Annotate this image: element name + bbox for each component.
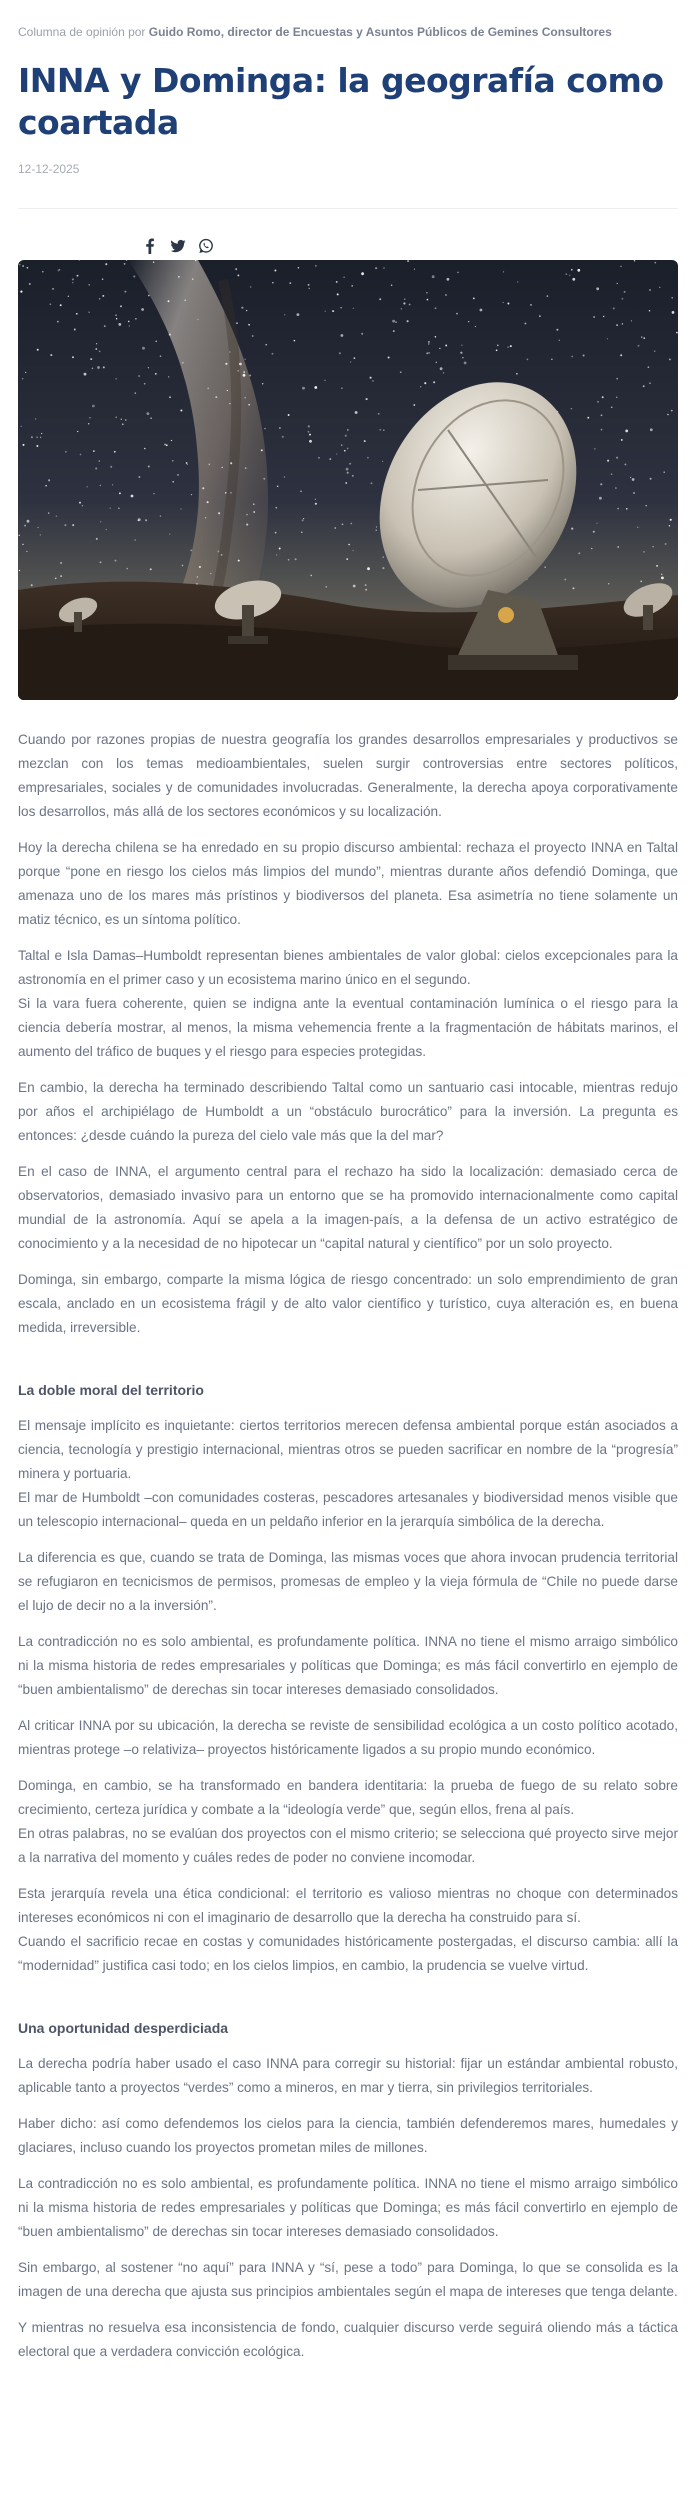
byline bbox=[18, 24, 678, 40]
article-paragraph: Dominga, en cambio, se ha transformado en bandera identitaria: la prueba de fuego de su relato sobre crecimiento, certeza jurídica y combate a la “ideología verde” que, según ellos, frena al país. En otras palabras, no se evalúan dos proyectos con el mismo criterio; se selecciona qué proyecto sirve mejor a la narrativa del momento y cuáles redes de poder no conviene incomodar. bbox=[18, 1778, 678, 1865]
publish-date: 12-12-2025 bbox=[18, 162, 80, 176]
byline-author[interactable]: Guido Romo, director de Encuestas y Asuntos Públicos de Gemines Consultores bbox=[148, 25, 612, 39]
byline-prefix: Columna de opinión por bbox=[18, 25, 146, 39]
observatory-night-sky-image bbox=[18, 260, 678, 700]
header-divider bbox=[18, 208, 678, 209]
twitter-icon[interactable] bbox=[170, 238, 186, 254]
article-paragraph: El mensaje implícito es inquietante: ciertos territorios merecen defensa ambiental porque están asociados a ciencia, tecnología y prestigio internacional, mientras otros se pueden sacrificar en nombre de la “progresía” minera y portuaria. El mar de Humboldt –con comunidades costeras, pescadores artesanales y biodiversidad menos visible que un telescopio internacional– queda en un peldaño inferior en la jerarquía simbólica de la derecha. bbox=[18, 1418, 678, 1529]
section-heading: Una oportunidad desperdiciada bbox=[18, 2020, 229, 2036]
article-paragraph: En el caso de INNA, el argumento central para el rechazo ha sido la localización: demasiado cerca de observatorios, demasiado invasivo para un entorno que se ha promovido internacionalmente como capital mundial de la astronomía. Aquí se apela a la imagen-país, a la defensa de un activo estratégico de conocimiento y a la necesidad de no hipotecar un “capital natural y científico” por un solo proyecto. bbox=[18, 1164, 678, 1251]
facebook-icon[interactable] bbox=[142, 238, 158, 254]
article-paragraph: Hoy la derecha chilena se ha enredado en su propio discurso ambiental: rechaza el proyecto INNA en Taltal porque “pone en riesgo los cielos más limpios del mundo”, mientras durante años defendió Dominga, que amenaza uno de los mares más prístinos y biodiversos del planeta. Esa asimetría no tiene solamente un matiz técnico, es un síntoma político. bbox=[18, 840, 678, 927]
article-title: INNA y Dominga: la geografía como coartada bbox=[18, 61, 664, 142]
article-paragraph: Sin embargo, al sostener “no aquí” para INNA y “sí, pese a todo” para Dominga, lo que se consolida es la imagen de una derecha que ajusta sus principios ambientales según el mapa de intereses que tenga delante. bbox=[18, 2260, 678, 2299]
article-paragraph: La derecha podría haber usado el caso INNA para corregir su historial: fijar un estándar ambiental robusto, aplicable tanto a proyectos “verdes” como a mineros, en mar y tierra, sin privilegios territoriales. bbox=[18, 2056, 678, 2095]
article-paragraph: Esta jerarquía revela una ética condicional: el territorio es valioso mientras no choque con determinados intereses económicos ni con el imaginario de desarrollo que la derecha ha construido para sí. Cuando el sacrificio recae en costas y comunidades históricamente postergadas, el discurso cambia: allí la “modernidad” justifica casi todo; en los cielos limpios, en cambio, la prudencia se vuelve virtud. bbox=[18, 1886, 678, 1973]
article-paragraph: Haber dicho: así como defendemos los cielos para la ciencia, también defenderemos mares, humedales y glaciares, incluso cuando los proyectos prometan miles de millones. bbox=[18, 2116, 678, 2155]
article-paragraph: Y mientras no resuelva esa inconsistencia de fondo, cualquier discurso verde seguirá oliendo más a táctica electoral que a verdadera convicción ecológica. bbox=[18, 2320, 678, 2359]
article-paragraph: Al criticar INNA por su ubicación, la derecha se reviste de sensibilidad ecológica a un costo político acotado, mientras protege –o relativiza– proyectos históricamente ligados a su propio mundo económico. bbox=[18, 1718, 678, 1757]
article-paragraph: Taltal e Isla Damas–Humboldt representan bienes ambientales de valor global: cielos excepcionales para la astronomía en el primer caso y un ecosistema marino único en el segundo. Si la vara fuera coherente, quien se indigna ante la eventual contaminación lumínica o el riesgo para la ciencia debería mostrar, al menos, la misma vehemencia frente a la fragmentación de hábitats marinos, el aumento del tráfico de buques y el riesgo para especies protegidas. bbox=[18, 948, 678, 1059]
article-paragraph: En cambio, la derecha ha terminado describiendo Taltal como un santuario casi intocable, mientras redujo por años el archipiélago de Humboldt a un “obstáculo burocrático” para la inversión. La pregunta es entonces: ¿desde cuándo la pureza del cielo vale más que la del mar? bbox=[18, 1080, 678, 1143]
article-paragraph: La contradicción no es solo ambiental, es profundamente política. INNA no tiene el mismo arraigo simbólico ni la misma historia de redes empresariales y políticas que Dominga; es más fácil convertirlo en ejemplo de “buen ambientalismo” de derechas sin tocar intereses demasiado consolidados. bbox=[18, 1634, 678, 1697]
article-paragraph: Cuando por razones propias de nuestra geografía los grandes desarrollos empresariales y productivos se mezclan con los temas medioambientales, suelen surgir controversias entre sectores políticos, empresariales, sociales y de comunidades involucradas. Generalmente, la derecha apoya corporativamente los desarrollos, más allá de los sectores económicos y su localización. bbox=[18, 732, 678, 819]
article-paragraph: La contradicción no es solo ambiental, es profundamente política. INNA no tiene el mismo arraigo simbólico ni la misma historia de redes empresariales y políticas que Dominga; es más fácil convertirlo en ejemplo de “buen ambientalismo” de derechas sin tocar intereses demasiado consolidados. bbox=[18, 2176, 678, 2239]
section-heading: La doble moral del territorio bbox=[18, 1382, 204, 1398]
article-paragraph: La diferencia es que, cuando se trata de Dominga, las mismas voces que ahora invocan prudencia territorial se refugiaron en tecnicismos de permisos, promesas de empleo y la vieja fórmula de “Chile no puede darse el lujo de decir no a la inversión”. bbox=[18, 1550, 678, 1613]
hero-image bbox=[18, 260, 678, 700]
article-paragraph: Dominga, sin embargo, comparte la misma lógica de riesgo concentrado: un solo emprendimiento de gran escala, anclado en un ecosistema frágil y de alto valor científico y turístico, cuya alteración es, en buena medida, irreversible. bbox=[18, 1272, 678, 1335]
article-body bbox=[18, 728, 678, 2376]
social-share-bar bbox=[142, 238, 214, 254]
whatsapp-icon[interactable] bbox=[198, 238, 214, 254]
